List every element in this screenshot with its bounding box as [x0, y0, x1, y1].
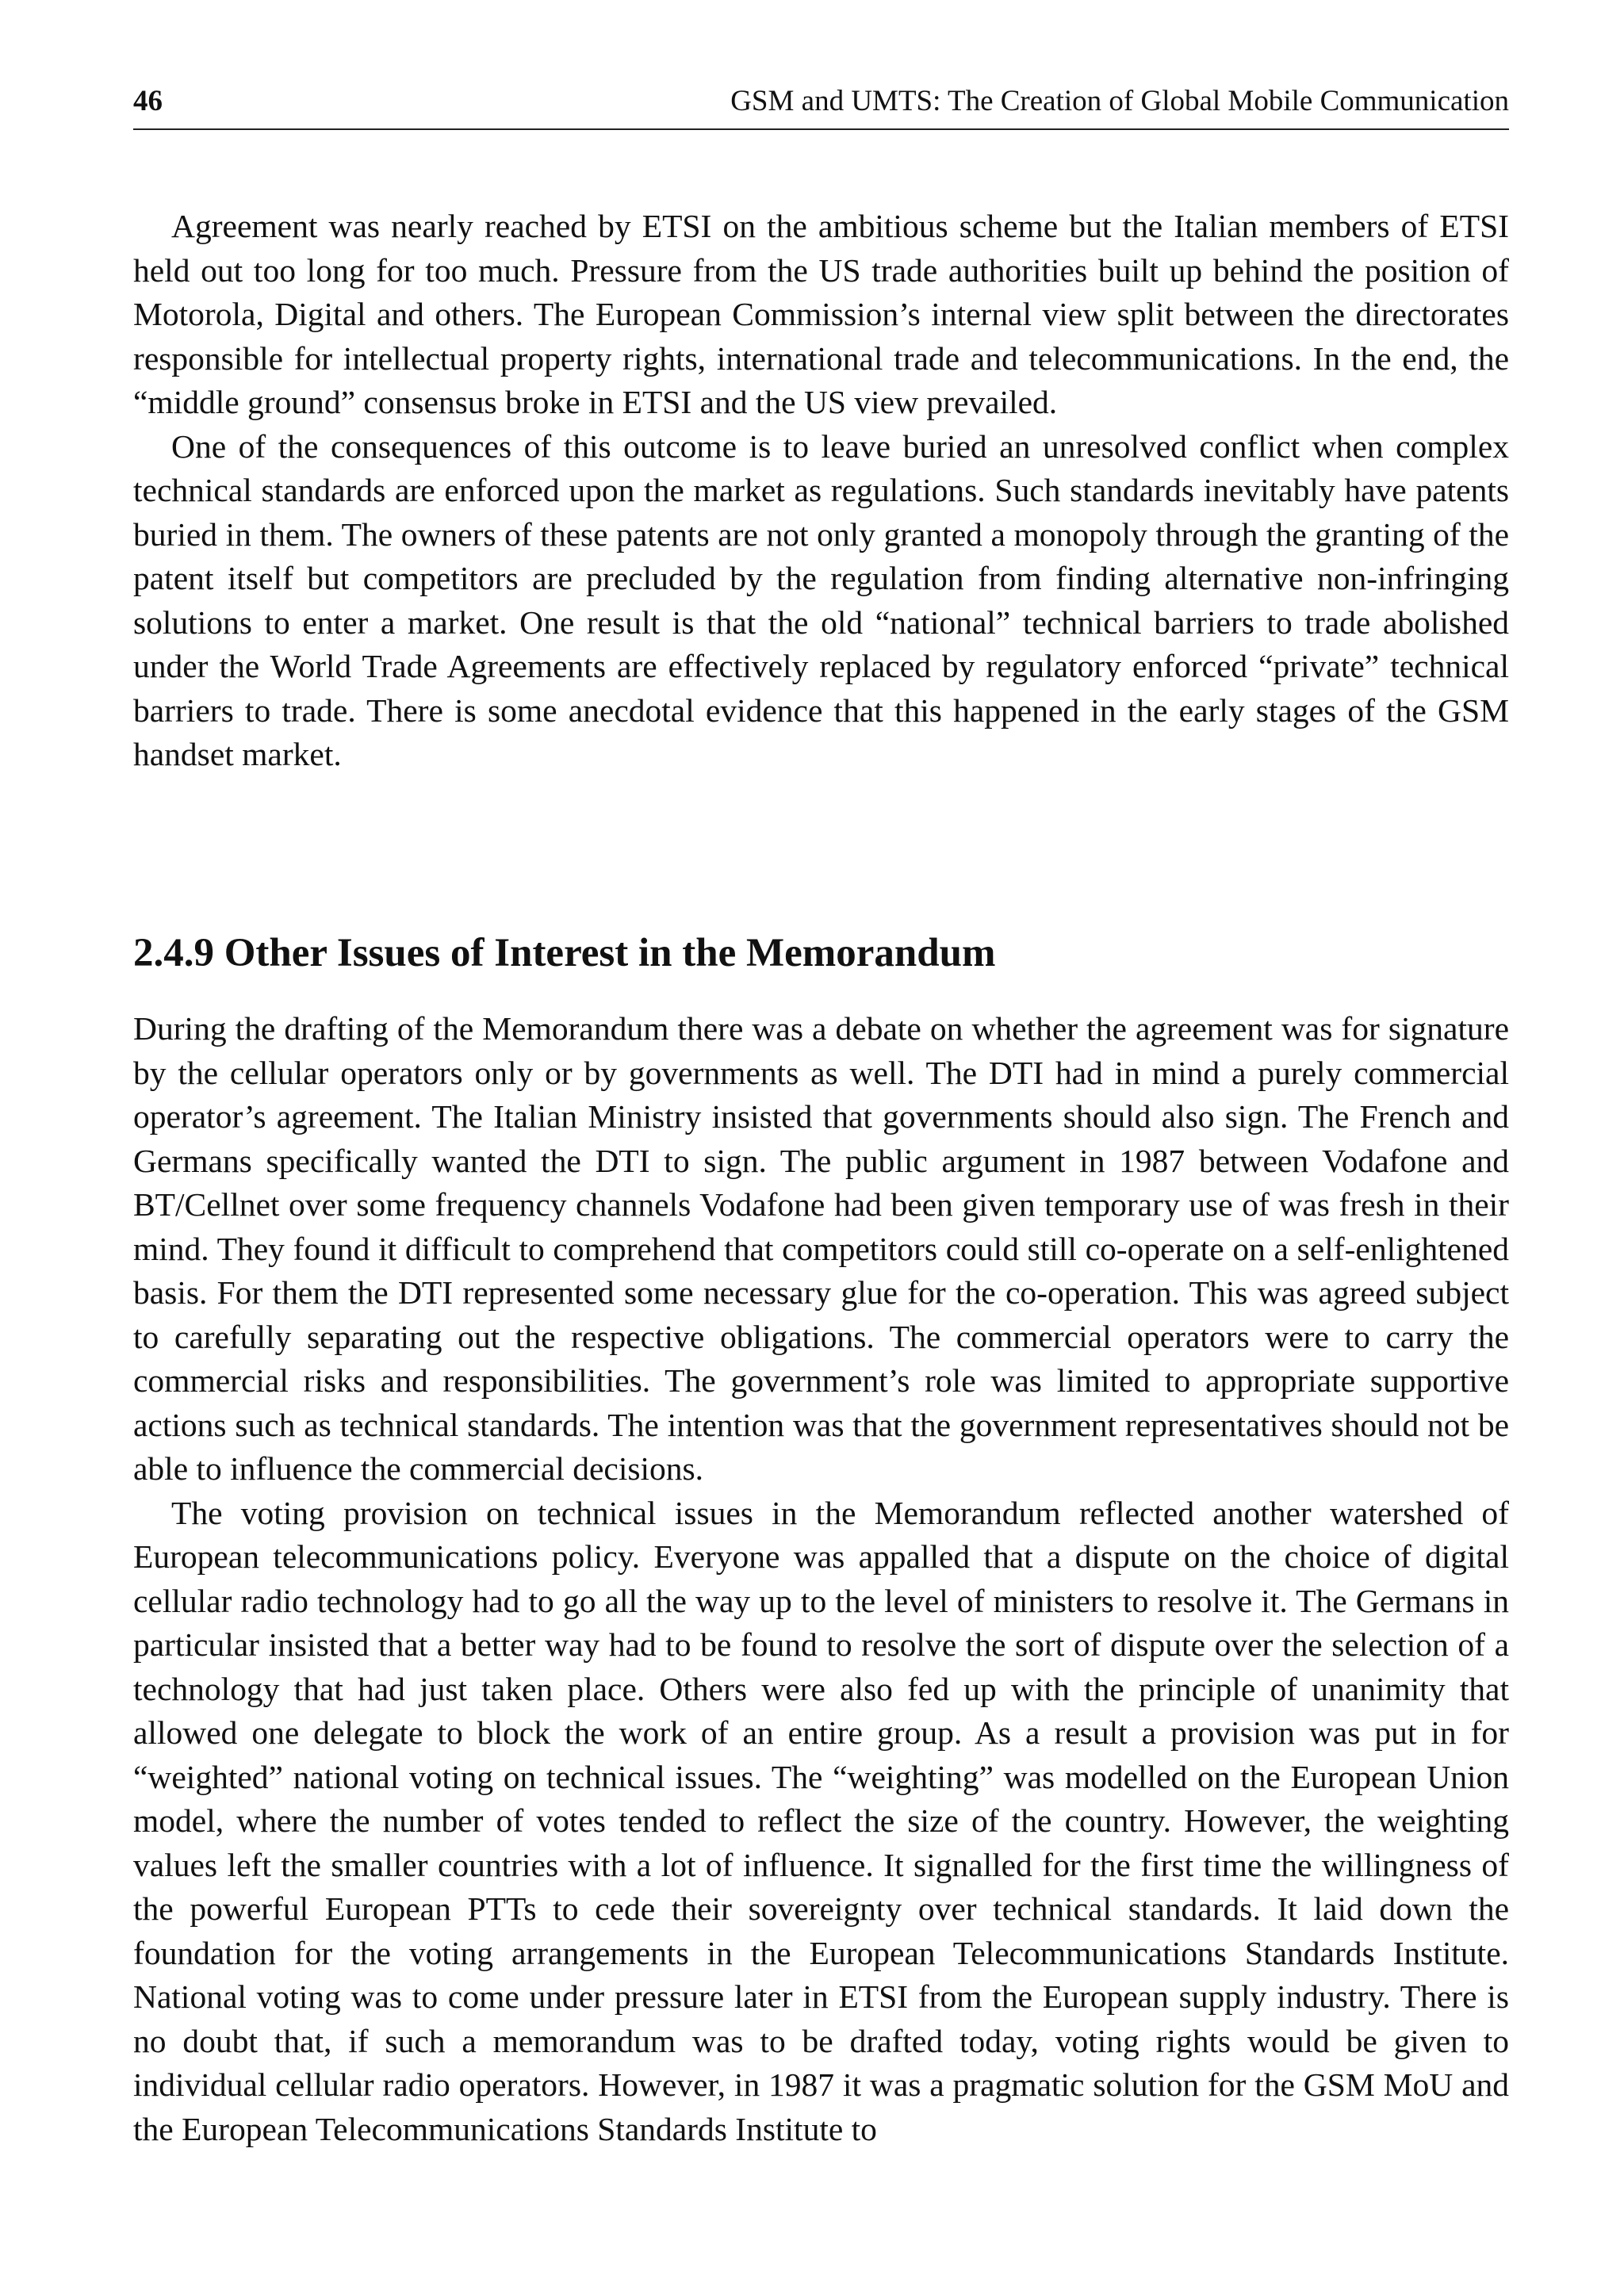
section-heading: 2.4.9 Other Issues of Interest in the Memorandum: [133, 931, 996, 975]
running-title: GSM and UMTS: The Creation of Global Mobile Communication: [730, 85, 1509, 117]
paragraph: The voting provision on technical issues in the Memorandum reflected another watershed of European telecommunications policy. Everyone was appalled that a dispute on the choice of digital cellular radio technology had to go all the way up to the level of ministers to resolve it. The Germans in particular insisted that a better way had to be found to resolve the sort of dispute over the selection of a technology that had just taken place. Others were also fed up with the principle of unanimity that allowed one delegate to block the work of an entire group. As a result a provision was put in for “weighted” national voting on technical issues. The “weighting” was modelled on the European Union model, where the number of votes tended to reflect the size of the country. However, the weighting values left the smaller countries with a lot of influence. It signalled for the first time the willingness of the powerful European PTTs to cede their sovereignty over technical standards. It laid down the foundation for the voting arrangements in the European Telecommunications Standards Institute. National voting was to come under pressure later in ETSI from the European supply industry. There is no doubt that, if such a memorandum was to be drafted today, voting rights would be given to individual cellular radio operators. However, in 1987 it was a pragmatic solution for the GSM MoU and the European Telecommunications Standards Institute to: [133, 1494, 1509, 2147]
paragraph: During the drafting of the Memorandum there was a debate on whether the agreement was for signature by the cellular operators only or by governments as well. The DTI had in mind a purely commercial operator’s agreement. The Italian Ministry insisted that governments should also sign. The French and Germans specifically wanted the DTI to sign. The public argument in 1987 between Vodafone and BT/Cellnet over some frequency channels Vodafone had been given temporary use of was fresh in their mind. They found it difficult to comprehend that competitors could still co-operate on a self-enlightened basis. For them the DTI represented some necessary glue for the co-operation. This was agreed subject to carefully separating out the respective obligations. The commercial operators were to carry the commercial risks and responsibilities. The government’s role was limited to appropriate supportive actions such as technical standards. The intention was that the government representatives should not be able to influence the commercial decisions.: [133, 1010, 1509, 1487]
page-number: 46: [133, 85, 163, 117]
paragraph: One of the consequences of this outcome is to leave buried an unresolved conflict when complex technical standards are enforced upon the market as regulations. Such standards inevitably have patents buried in them. The owners of these patents are not only granted a monopoly through the granting of the patent itself but competitors are precluded by the regulation from finding alternative non-infringing solutions to enter a market. One result is that the old “national” technical barriers to trade abolished under the World Trade Agreements are effectively replaced by regulatory enforced “private” technical barriers to trade. There is some anecdotal evidence that this happened in the early stages of the GSM handset market.: [133, 427, 1509, 772]
paragraph: Agreement was nearly reached by ETSI on the ambitious scheme but the Italian members of ETSI held out too long for too much. Pressure from the US trade authorities built up behind the position of Motorola, Digital and others. The European Commission’s internal view split between the directorates responsible for intellectual property rights, international trade and telecommunications. In the end, the “middle ground” consensus broke in ETSI and the US view prevailed.: [133, 208, 1509, 420]
text-block-before-section: [133, 205, 1509, 777]
text-block-after-section: [133, 1007, 1509, 2151]
running-head: [133, 79, 1509, 130]
